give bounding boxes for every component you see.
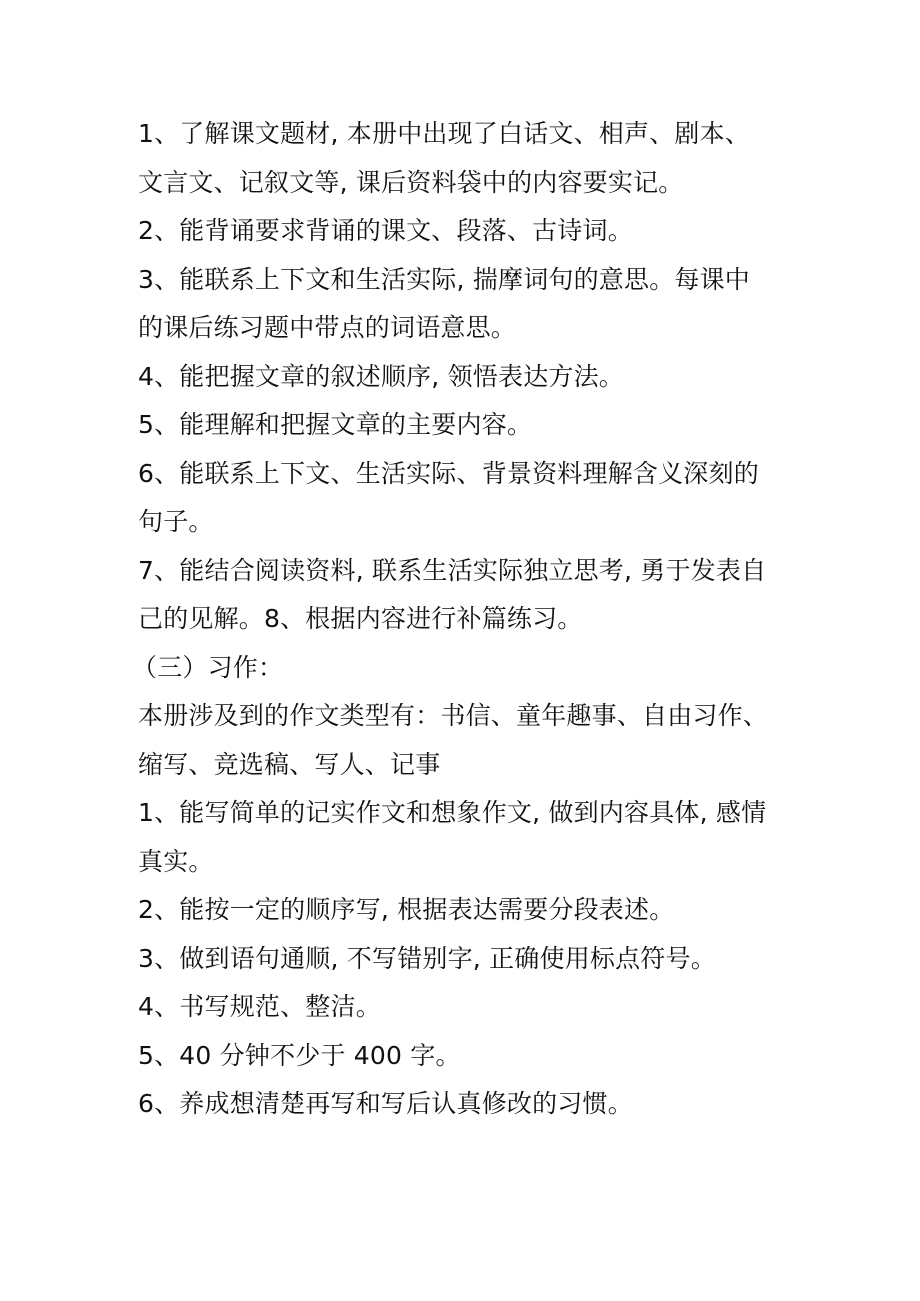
- text-line: 5、40 分钟不少于 400 字。: [138, 1040, 461, 1070]
- text-line: 2、能按一定的顺序写, 根据表达需要分段表述。: [138, 895, 675, 924]
- text-line: 1、了解课文题材, 本册中出现了白话文、相声、剧本、: [138, 119, 751, 148]
- text-line: 己的见解。8、根据内容进行补篇练习。: [138, 604, 583, 633]
- text-line: 1、能写简单的记实作文和想象作文, 做到内容具体, 感情: [138, 798, 767, 827]
- text-line: 4、书写规范、整洁。: [138, 992, 381, 1021]
- section-heading: （三）习作：: [132, 652, 284, 682]
- text-line: 3、能联系上下文和生活实际, 揣摩词句的意思。每课中: [138, 264, 751, 294]
- text-line: 3、做到语句通顺, 不写错别字, 正确使用标点符号。: [138, 943, 716, 973]
- text-line: 2、能背诵要求背诵的课文、段落、古诗词。: [138, 216, 633, 245]
- text-line: 4、能把握文章的叙述顺序, 领悟表达方法。: [138, 361, 625, 391]
- text-line: 句子。: [138, 507, 214, 536]
- document-body: [132, 110, 788, 1129]
- text-line: 6、养成想清楚再写和写后认真修改的习惯。: [138, 1089, 633, 1118]
- text-line: 真实。: [138, 846, 214, 876]
- text-line: 本册涉及到的作文类型有：书信、童年趣事、自由习作、: [138, 701, 769, 730]
- text-line: 7、能结合阅读资料, 联系生活实际独立思考, 勇于发表自: [138, 555, 767, 585]
- text-line: 文言文、记叙文等, 课后资料袋中的内容要实记。: [138, 167, 684, 197]
- text-line: 6、能联系上下文、生活实际、背景资料理解含义深刻的: [138, 458, 759, 488]
- text-line: 5、能理解和把握文章的主要内容。: [138, 410, 533, 439]
- text-line: 缩写、竞选稿、写人、记事: [138, 749, 441, 779]
- text-line: 的课后练习题中带点的词语意思。: [138, 313, 517, 342]
